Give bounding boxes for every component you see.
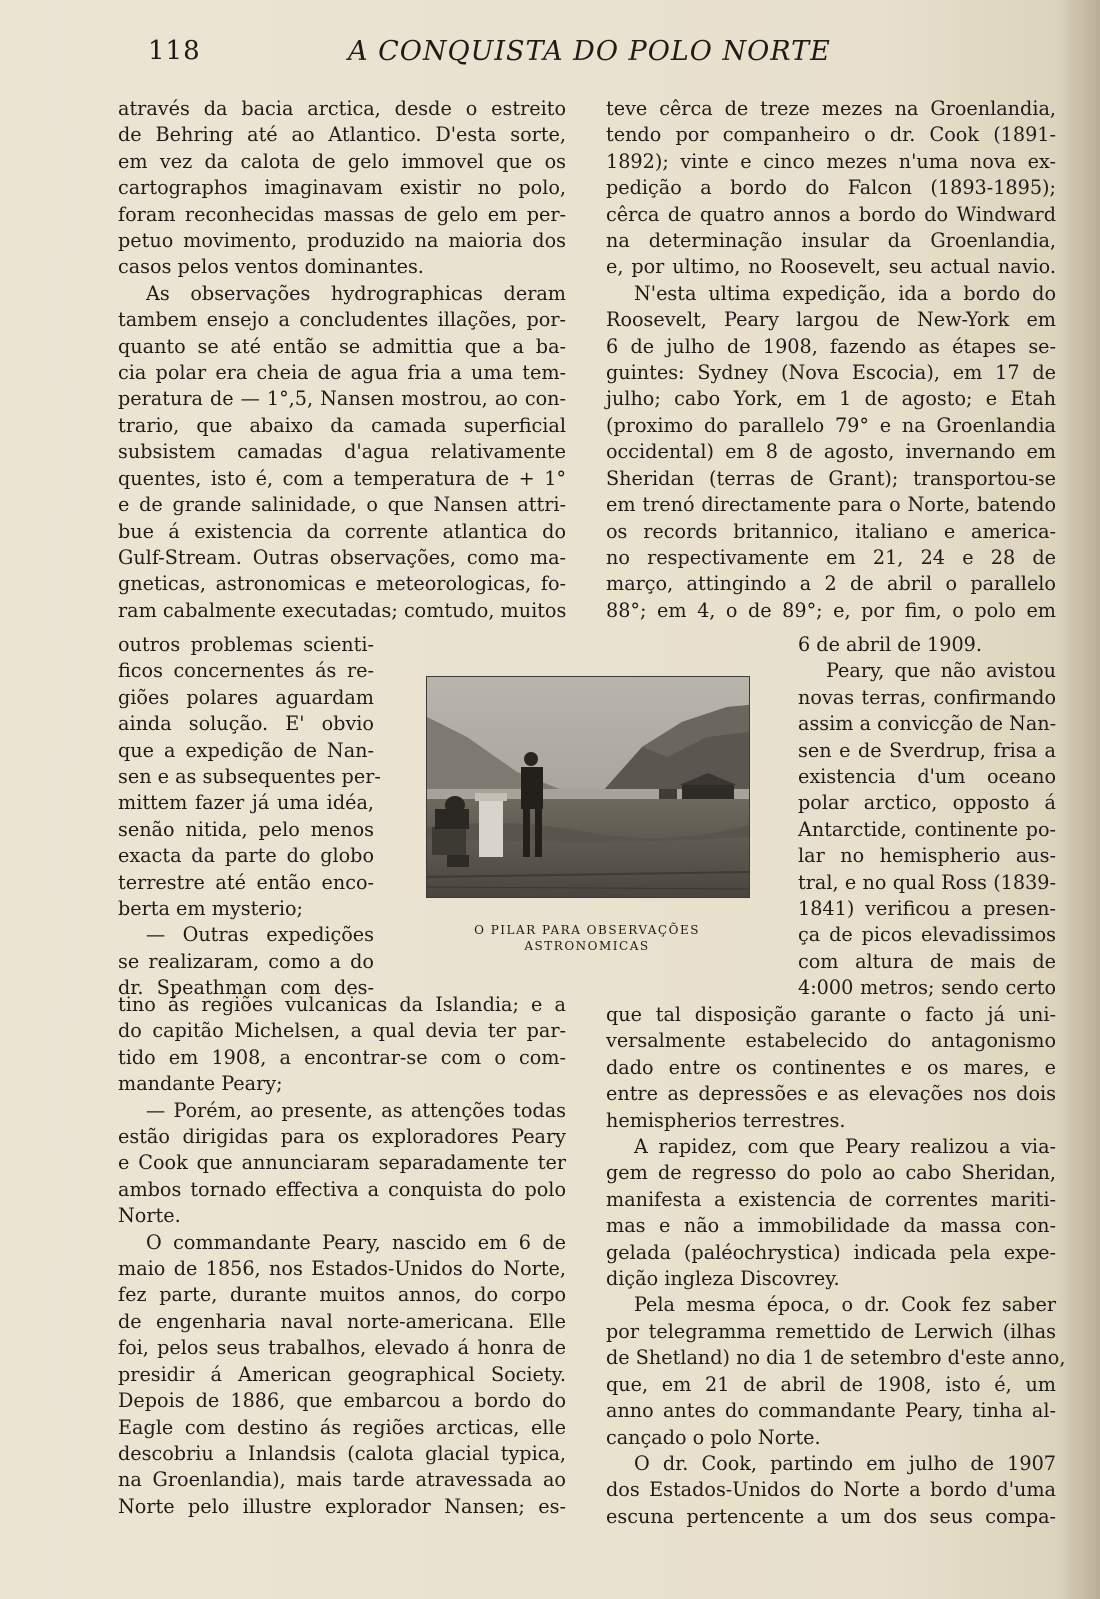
text-line: casos pelos ventos dominantes. [118,255,424,279]
text-line: presidir á American geographical Society. [118,1362,566,1386]
text-line: ça de picos elevadissimos [798,923,1056,947]
text-line: mandante Peary; [118,1072,283,1096]
text-line: lar no hemispherio aus- [798,844,1056,868]
text-line: ambos tornado effectiva a conquista do polo [118,1177,566,1201]
text-line: ram cabalmente executadas; comtudo, muitos [118,598,567,622]
text-line: que a expedição de Nan- [118,738,374,762]
text-line: estão dirigidas para os exploradores Peary [118,1125,566,1149]
text-line: maio de 1856, nos Estados-Unidos do Norte, [118,1257,566,1281]
text-line: Eagle com destino ás regiões arcticas, elle [118,1415,566,1439]
text-line: fez parte, durante muitos annos, do corpo [118,1283,566,1307]
text-line: julho; cabo York, em 1 de agosto; e Etah [606,387,1056,411]
right-column-narrow [798,632,1056,1002]
text-line: outros problemas scienti- [118,633,374,656]
text-line: cêrca de quatro annos a bordo do Windward [606,202,1056,226]
text-line: que, em 21 de abril de 1908, isto é, um [606,1372,1056,1396]
text-line: tido em 1908, a encontrar-se com o com- [118,1045,566,1069]
text-line: na Groenlandia), mais tarde atravessada ao [118,1468,566,1492]
photo-illustration [427,677,749,897]
text-line: senão nitida, pelo menos [118,817,374,841]
text-line: mas e não a immobilidade da massa con- [606,1214,1056,1238]
text-line: dição ingleza Discovrey. [606,1267,840,1291]
text-line: dr. Speathman com des- [118,976,374,1000]
text-line: com altura de mais de [798,949,1056,973]
text-line: foram reconhecidas massas de gelo em per- [118,202,566,226]
text-line: foi, pelos seus trabalhos, elevado á honra de [118,1336,566,1360]
text-line: trario, que abaixo da camada superficial [118,413,566,437]
text-line: descobriu a Inlandsis (calota glacial typica, [118,1441,566,1465]
text-line: do capitão Michelsen, a qual devia ter par- [118,1019,566,1043]
text-line: no respectivamente em 21, 24 e 28 de [606,545,1056,569]
text-line: sen e as subsequentes per- [118,765,381,789]
text-line: Peary, que não avistou [826,659,1056,683]
text-line: O dr. Cook, partindo em julho de 1907 [634,1451,1056,1475]
text-line: Norte. [118,1204,181,1228]
text-line: Norte pelo illustre explorador Nansen; es- [118,1494,566,1518]
left-column-narrow [118,632,381,1002]
text-line: e de grande salinidade, o que Nansen attri- [118,493,566,517]
text-line: quentes, isto é, com a temperatura de + 1° [118,466,566,490]
text-line: assim a convicção de Nan- [798,712,1057,736]
text-line: N'esta ultima expedição, ida a bordo do [634,281,1056,305]
text-line: manifesta a existencia de correntes mariti- [606,1187,1056,1211]
text-line: — Porém, ao presente, as attenções todas [146,1098,566,1122]
right-column-lower [606,1002,1066,1530]
left-column-lower [118,992,566,1520]
text-line: em trenó directamente para o Norte, batendo [606,493,1056,517]
text-line: versalmente estabelecido do antagonismo [606,1029,1056,1053]
text-line: petuo movimento, produzido na maioria dos [118,229,566,253]
text-line: 1892); vinte e cinco mezes n'uma nova ex- [606,149,1056,173]
text-line: As observações hydrographicas deram [146,281,566,305]
text-line: O commandante Peary, nascido em 6 de [146,1230,566,1254]
text-line: entre as depressões e as elevações nos dois [606,1082,1056,1106]
text-line: tambem ensejo a concludentes illações, por- [118,308,566,332]
text-line: tino ás regiões vulcanicas da Islandia; e a [118,993,566,1016]
text-line: Depois de 1886, que embarcou a bordo do [118,1389,566,1413]
text-line: terrestre até então enco- [118,870,374,894]
text-line: na determinação insular da Groenlandia, [606,229,1056,253]
text-line: escuna pertencente a um dos seus compa- [606,1504,1056,1528]
text-line: e, por ultimo, no Roosevelt, seu actual navio. [606,255,1056,279]
text-line: se realizaram, como a do [118,949,374,973]
text-line: os records britannico, italiano e america- [606,519,1056,543]
figure-caption [426,922,748,954]
caption-line: O PILAR PARA OBSERVAÇÕES [474,923,700,937]
text-line: polar arctico, opposto á [798,791,1056,815]
text-line: Sheridan (terras de Grant); transportou-se [606,466,1056,490]
text-line: tral, e no qual Ross (1839- [798,870,1056,894]
text-line: quanto se até então se admittia que a ba- [118,334,566,358]
text-line: Gulf-Stream. Outras observações, como ma- [118,545,566,569]
text-line: teve cêrca de treze mezes na Groenlandia, [606,97,1056,120]
text-line: sen e de Sverdrup, frisa a [798,738,1056,762]
text-line: tendo por companheiro o dr. Cook (1891- [606,123,1056,147]
text-line: novas terras, confirmando [798,685,1056,709]
text-line: guintes: Sydney (Nova Escocia), em 17 de [606,361,1056,385]
text-line: 6 de abril de 1909. [798,633,982,656]
text-line: cançado o polo Norte. [606,1425,821,1449]
text-line: que tal disposição garante o facto já uni- [606,1003,1056,1026]
page-number: 118 [148,36,201,66]
text-line: 4:000 metros; sendo certo [798,976,1056,1000]
text-line: berta em mysterio; [118,897,303,921]
text-line: março, attingindo a 2 de abril o parallelo [606,572,1056,596]
text-line: mittem fazer já uma idéa, [118,791,374,815]
running-title: A CONQUISTA DO POLO NORTE [348,36,831,67]
text-line: de Shetland) no dia 1 de setembro d'este anno, [606,1346,1066,1370]
text-line: (proximo do parallelo 79° e na Groenlandia [606,413,1056,437]
text-line: exacta da parte do globo [118,844,374,868]
text-line: peratura de — 1°,5, Nansen mostrou, ao con- [118,387,566,411]
text-line: através da bacia arctica, desde o estreito [118,97,566,120]
text-line: e Cook que annunciaram separadamente ter [118,1151,566,1175]
text-line: por telegramma remettido de Lerwich (ilhas [606,1319,1056,1343]
text-line: ainda solução. E' obvio [118,712,374,736]
left-column-top [118,96,566,624]
text-line: ficos concernentes ás re- [118,659,374,683]
text-line: dos Estados-Unidos do Norte a bordo d'uma [606,1478,1056,1502]
text-line: gelada (paléochrystica) indicada pela expe- [606,1240,1056,1264]
text-line: anno antes do commandante Peary, tinha al- [606,1399,1056,1423]
text-line: de engenharia naval norte-americana. Elle [118,1309,566,1333]
text-line: pedição a bordo do Falcon (1893-1895); [606,176,1056,200]
text-line: Pela mesma época, o dr. Cook fez saber [634,1293,1056,1317]
text-line: — Outras expedições [146,923,374,947]
text-line: bue á existencia da corrente atlantica do [118,519,566,543]
text-line: cartographos imaginavam existir no polo, [118,176,566,200]
figure-photo [426,676,750,898]
text-line: subsistem camadas d'agua relativamente [118,440,566,464]
text-line: de Behring até ao Atlantico. D'esta sorte, [118,123,566,147]
text-line: em vez da calota de gelo immovel que os [118,149,566,173]
text-line: Antarctide, continente po- [798,817,1056,841]
text-line: 6 de julho de 1908, fazendo as étapes se- [606,334,1056,358]
page-header [0,36,1100,76]
caption-line: ASTRONOMICAS [524,939,650,953]
text-line: 88°; em 4, o de 89°; e, por fim, o polo em [606,598,1056,622]
text-line: cia polar era cheia de agua fria a uma tem- [118,361,566,385]
text-line: 1841) verificou a presen- [798,897,1056,921]
text-line: A rapidez, com que Peary realizou a via- [634,1135,1056,1159]
text-line: occidental) em 8 de agosto, invernando em [606,440,1056,464]
text-line: gem de regresso do polo ao cabo Sheridan, [606,1161,1056,1185]
text-line: giões polares aguardam [118,685,374,709]
text-line: hemispherios terrestres. [606,1108,846,1132]
text-line: Roosevelt, Peary largou de New-York em [606,308,1056,332]
right-column-top [606,96,1056,624]
text-line: gneticas, astronomicas e meteorologicas, fo- [118,572,566,596]
text-line: dado entre os continentes e os mares, e [606,1055,1056,1079]
text-line: existencia d'um oceano [798,765,1056,789]
